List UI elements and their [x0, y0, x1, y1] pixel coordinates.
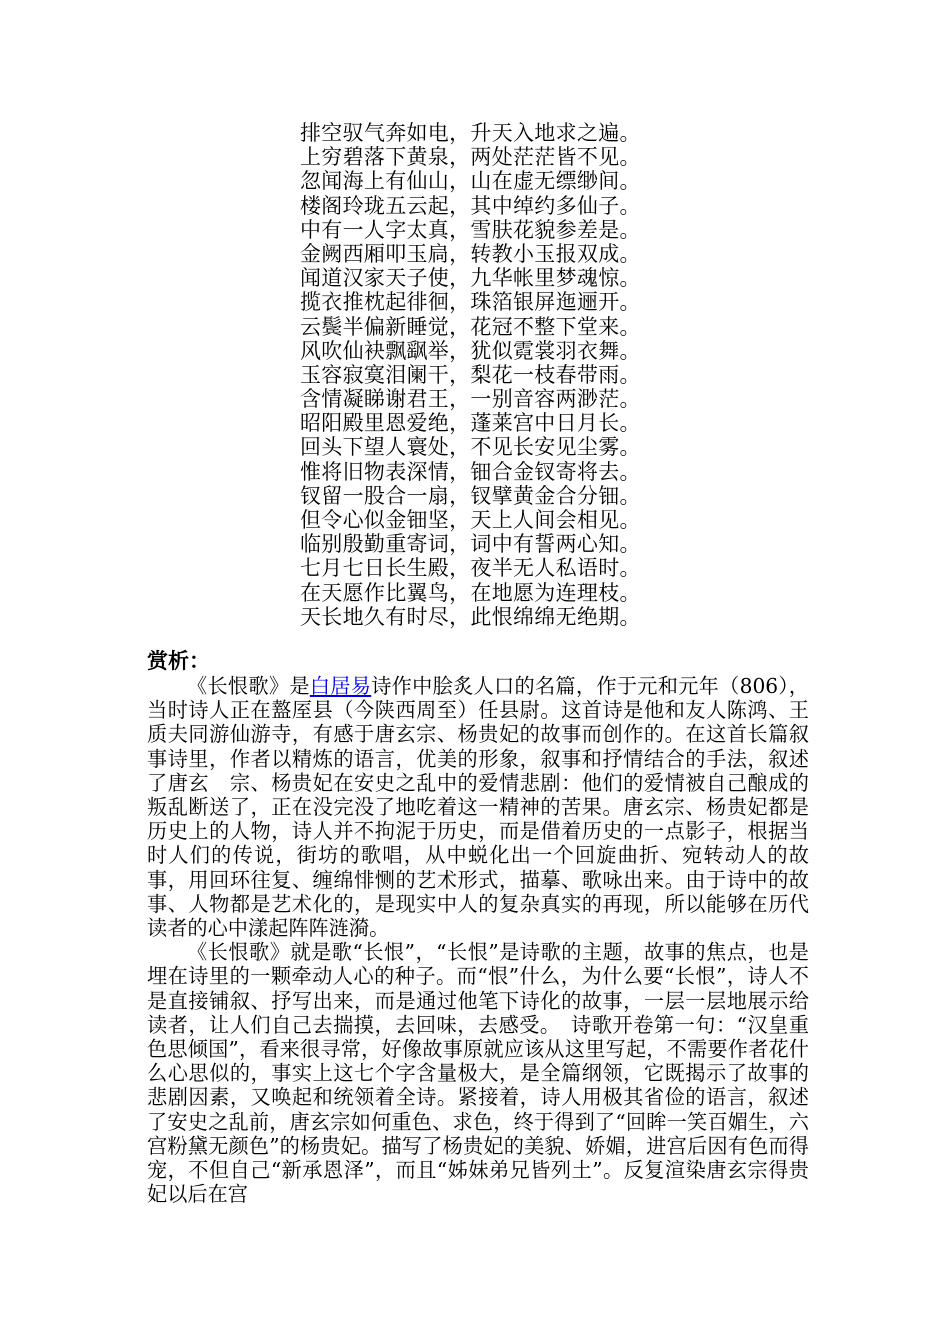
poem-line: 忽闻海上有仙山，山在虚无缥缈间。: [300, 169, 641, 194]
poem-line: 含情凝睇谢君王，一别音容两渺茫。: [300, 387, 641, 412]
author-link-bai-juyi[interactable]: 白居易: [309, 674, 372, 698]
poem-line: 云鬓半偏新睡觉，花冠不整下堂来。: [300, 314, 641, 339]
poem-line: 昭阳殿里恩爱绝，蓬莱宫中日月长。: [300, 411, 641, 436]
poem-line: 楼阁玲珑五云起，其中绰约多仙子。: [300, 193, 641, 218]
poem-line: 金阙西厢叩玉扃，转教小玉报双成。: [300, 241, 641, 266]
analysis-heading: 赏析：: [147, 648, 210, 673]
analysis-paragraph-1: [147, 674, 809, 940]
poem-line: 上穷碧落下黄泉，两处茫茫皆不见。: [300, 145, 641, 170]
analysis-body: [147, 674, 809, 1206]
poem-block: [300, 121, 660, 629]
poem-line: 排空驭气奔如电，升天入地求之遍。: [300, 121, 641, 145]
poem-line: 七月七日长生殿，夜半无人私语时。: [300, 556, 641, 581]
poem-line: 钗留一股合一扇，钗擘黄金合分钿。: [300, 483, 641, 508]
poem-line: 闻道汉家天子使，九华帐里梦魂惊。: [300, 266, 641, 291]
paragraph-1-text-rest: 诗作中脍炙人口的名篇，作于元和元年（806），当时诗人正在盩厔县（今陕西周至）任县尉。这首诗是他和友人陈鸿、王质夫同游仙游寺，有感于唐玄宗、杨贵妃的故事而创作的。在这首长篇叙事诗里，作者以精炼的语言，优美的形象，叙事和抒情结合的手法，叙述了唐玄 宗、杨贵妃在安史之乱中的爱情悲剧：他们的爱情被自己酿成的叛乱断送了，正在没完没了地吃着这一精神的苦果。唐玄宗、杨贵妃都是历史上的人物，诗人并不拘泥于历史，而是借着历史的一点影子，根据当时人们的传说，街坊的歌唱，从中蜕化出一个回旋曲折、宛转动人的故事，用回环往复、缠绵悱恻的艺术形式，描摹、歌咏出来。由于诗中的故事、人物都是艺术化的，是现实中人的复杂真实的再现，所以能够在历代读者的心中漾起阵阵涟漪。: [147, 674, 809, 941]
poem-line: 玉容寂寞泪阑干，梨花一枝春带雨。: [300, 362, 641, 387]
poem-line: 揽衣推枕起徘徊，珠箔银屏迤逦开。: [300, 290, 641, 315]
poem-line: 风吹仙袂飘飖举，犹似霓裳羽衣舞。: [300, 338, 641, 363]
poem-line: 但令心似金钿坚，天上人间会相见。: [300, 508, 641, 532]
poem-line: 中有一人字太真，雪肤花貌参差是。: [300, 217, 641, 242]
paragraph-1-text-start: 《长恨歌》是: [187, 674, 310, 698]
analysis-paragraph-2: 《长恨歌》就是歌“长恨”，“长恨”是诗歌的主题，故事的焦点，也是埋在诗里的一颗牵动人心的种子。而“恨”什么，为什么要“长恨”，诗人不是直接铺叙、抒写出来，而是通过他笔下诗化的故事，一层一层地展示给读者，让人们自己去揣摸，去回味，去感受。 诗歌开卷第一句：“汉皇重色思倾国”，看来很寻常，好像故事原就应该从这里写起，不需要作者花什么心思似的，事实上这七个字含量极大，是全篇纲领，它既揭示了故事的悲剧因素，又唤起和统领着全诗。紧接着，诗人用极其省俭的语言，叙述了安史之乱前，唐玄宗如何重色、求色，终于得到了“回眸一笑百媚生，六宫粉黛无颜色”的杨贵妃。描写了杨贵妃的美貌、娇媚，进宫后因有色而得宠，不但自己“新承恩泽”，而且“姊妹弟兄皆列土”。反复渲染唐玄宗得贵妃以后在宫: [147, 940, 809, 1207]
poem-line: 临别殷勤重寄词，词中有誓两心知。: [300, 532, 641, 557]
poem-line: 回头下望人寰处，不见长安见尘雾。: [300, 435, 641, 460]
poem-line: 惟将旧物表深情，钿合金钗寄将去。: [300, 459, 641, 484]
poem-line: 在天愿作比翼鸟，在地愿为连理枝。: [300, 580, 641, 605]
poem-line: 天长地久有时尽，此恨绵绵无绝期。: [300, 604, 641, 629]
